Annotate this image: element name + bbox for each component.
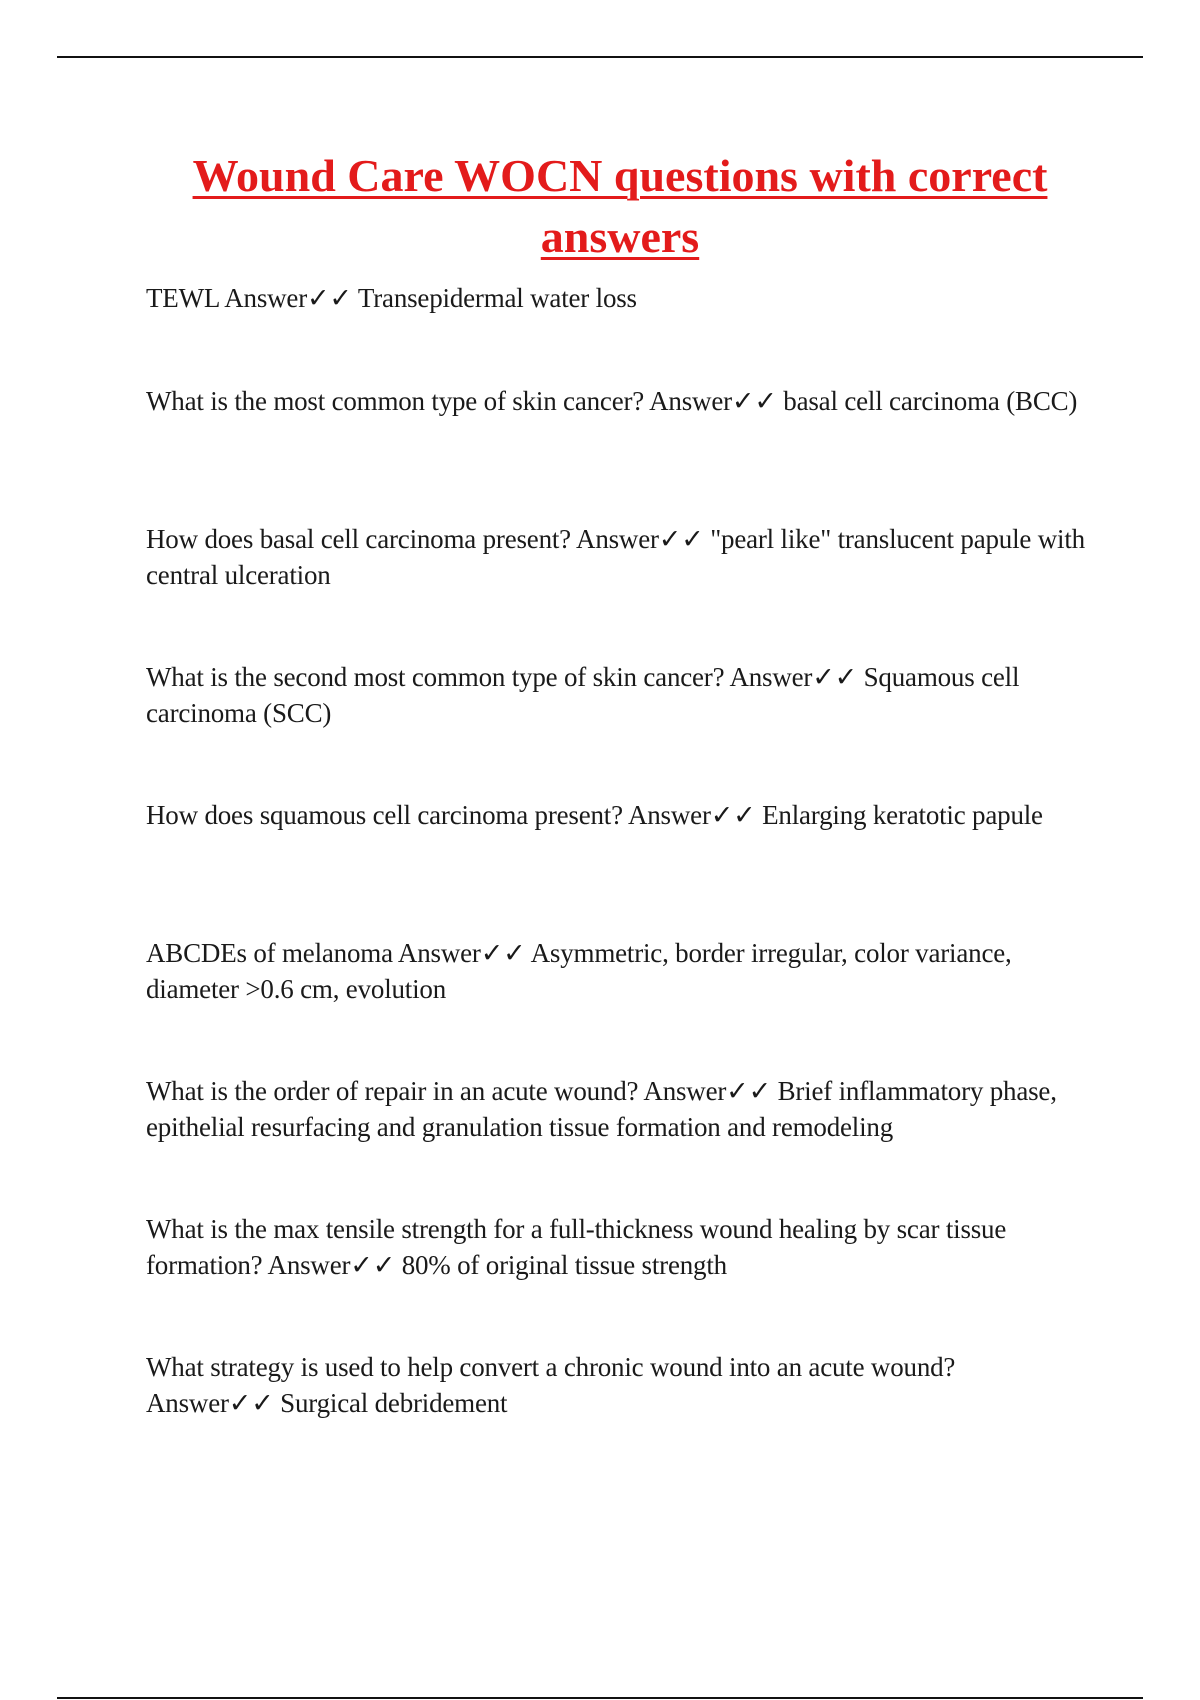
page-title: Wound Care WOCN questions with correct answers [192, 150, 1048, 262]
qa-item-9: What strategy is used to help convert a chronic wound into an acute wound? Answer✓✓ Surgical debridement [146, 1352, 956, 1418]
qa-item-6: ABCDEs of melanoma Answer✓✓ Asymmetric, border irregular, color variance, diameter >0.6 cm, evolution [146, 938, 1012, 1004]
qa-item-2: What is the most common type of skin cancer? Answer✓✓ basal cell carcinoma (BCC) [146, 386, 1078, 416]
qa-item-8: What is the max tensile strength for a full-thickness wound healing by scar tissue formation? Answer✓✓ 80% of original tissue strength [146, 1214, 1007, 1280]
header-rule [57, 56, 1143, 58]
qa-item-7: What is the order of repair in an acute wound? Answer✓✓ Brief inflammatory phase, epithelial resurfacing and granulation tissue formation and remodeling [146, 1076, 1057, 1142]
footer-rule [57, 1697, 1143, 1699]
qa-item-4: What is the second most common type of skin cancer? Answer✓✓ Squamous cell carcinoma (SCC) [146, 662, 1020, 728]
qa-item-3: How does basal cell carcinoma present? Answer✓✓ "pearl like" translucent papule with central ulceration [146, 524, 1085, 590]
qa-item-5: How does squamous cell carcinoma present? Answer✓✓ Enlarging keratotic papule [146, 800, 1043, 830]
qa-item-1: TEWL Answer✓✓ Transepidermal water loss [146, 283, 637, 313]
